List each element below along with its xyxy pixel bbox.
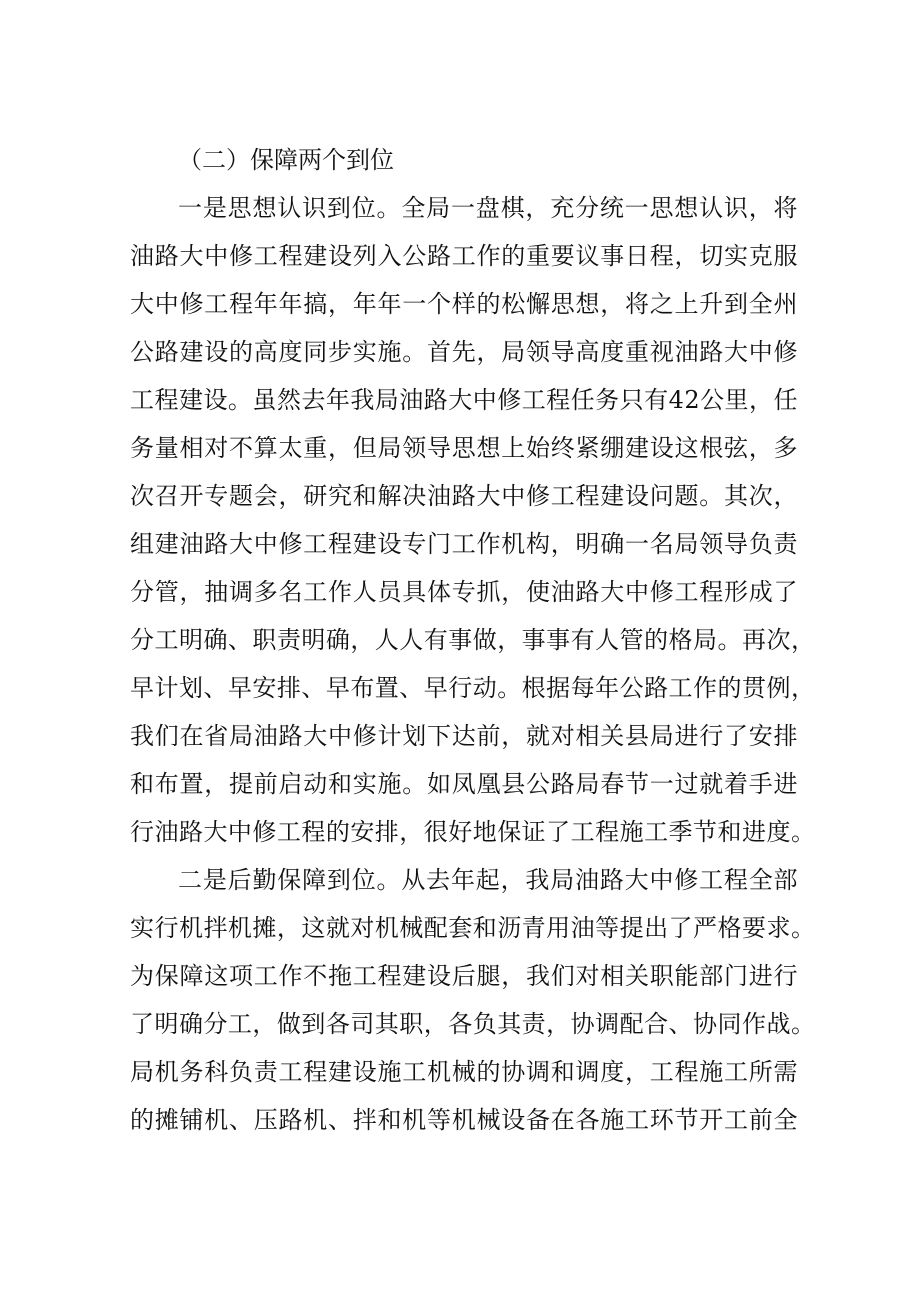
document-body xyxy=(130,136,816,1144)
text-line: 一是思想认识到位。全局一盘棋，充分统一思想认识，将 xyxy=(178,194,798,222)
paragraph-logistics xyxy=(130,856,816,1144)
text-line: 和布置，提前启动和实施。如凤凰县公路局春节一过就着手进 xyxy=(130,770,798,798)
text-line: 公路建设的高度同步实施。首先，局领导高度重视油路大中修 xyxy=(130,338,798,366)
text-line: 次召开专题会，研究和解决油路大中修工程建设问题。其次， xyxy=(130,482,798,510)
text-line: 二是后勤保障到位。从去年起，我局油路大中修工程全部 xyxy=(178,866,798,894)
text-line: 工程建设。虽然去年我局油路大中修工程任务只有42公里，任 xyxy=(130,386,798,414)
text-line: 的摊铺机、压路机、拌和机等机械设备在各施工环节开工前全 xyxy=(130,1106,798,1134)
text-line: 早计划、早安排、早布置、早行动。根据每年公路工作的贯例， xyxy=(130,674,816,702)
text-line: 分管，抽调多名工作人员具体专抓，使油路大中修工程形成了 xyxy=(130,578,798,606)
text-line: 实行机拌机摊，这就对机械配套和沥青用油等提出了严格要求。 xyxy=(130,914,816,942)
text-line: 了明确分工，做到各司其职，各负其责，协调配合、协同作战。 xyxy=(130,1010,816,1038)
text-line: 我们在省局油路大中修计划下达前，就对相关县局进行了安排 xyxy=(130,722,798,750)
text-line: 组建油路大中修工程建设专门工作机构，明确一名局领导负责 xyxy=(130,530,798,558)
text-line: 局机务科负责工程建设施工机械的协调和调度，工程施工所需 xyxy=(130,1058,798,1086)
paragraph-thinking xyxy=(130,184,816,856)
text-line: 油路大中修工程建设列入公路工作的重要议事日程，切实克服 xyxy=(130,242,798,270)
text-line: 务量相对不算太重，但局领导思想上始终紧绷建设这根弦，多 xyxy=(130,434,798,462)
text-line: 分工明确、职责明确，人人有事做，事事有人管的格局。再次， xyxy=(130,626,816,654)
section-heading: （二）保障两个到位 xyxy=(178,146,394,174)
text-line: 大中修工程年年搞，年年一个样的松懈思想，将之上升到全州 xyxy=(130,290,798,318)
text-line: 为保障这项工作不拖工程建设后腿，我们对相关职能部门进行 xyxy=(130,962,798,990)
text-line: 行油路大中修工程的安排，很好地保证了工程施工季节和进度。 xyxy=(130,818,816,846)
